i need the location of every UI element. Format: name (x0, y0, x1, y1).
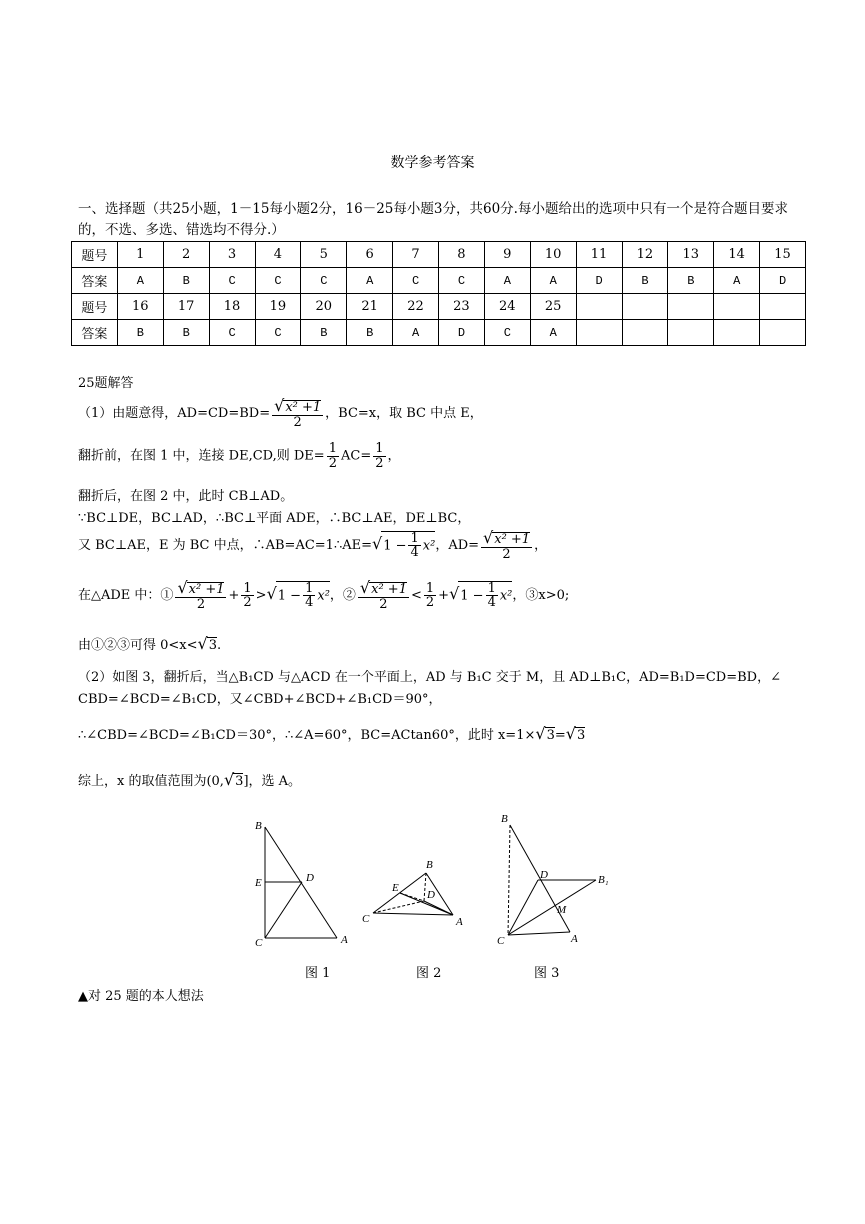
text: （1）由题意得，AD=CD=BD= (78, 406, 271, 422)
sqrt-expr: 3 (546, 728, 555, 743)
table-cell: B (117, 320, 163, 346)
fraction: $\frac{\text{√x² +1}}{2}$ (483, 528, 531, 562)
fig3-point-C: C (497, 935, 505, 947)
fraction (373, 442, 385, 470)
fig2-point-B: B (426, 859, 433, 871)
table-cell: 9 (484, 242, 530, 268)
numerator: 1 (375, 441, 384, 456)
solution-line-1 (78, 398, 483, 429)
sqrt-expr: x² +1 (285, 400, 322, 415)
table-cell: A (714, 268, 760, 294)
row-label: 答案 (72, 320, 118, 346)
text: x² (422, 538, 436, 554)
text: 由①②③可得 0<x< (78, 638, 198, 653)
table-cell: C (393, 268, 439, 294)
fig1-point-C: C (255, 937, 263, 949)
table-cell: 20 (301, 294, 347, 320)
text: ，② (329, 588, 356, 604)
table-cell: C (301, 268, 347, 294)
denominator: 2 (375, 455, 384, 471)
fig1-point-B: B (255, 820, 262, 832)
solution-line-8 (78, 667, 798, 711)
text: ， (534, 538, 548, 554)
denominator: 2 (379, 596, 388, 612)
figure-1 (254, 820, 348, 949)
table-cell: D (760, 268, 806, 294)
fig3-line-CD (508, 880, 538, 935)
numerator: 1 (243, 580, 252, 596)
footer-note: ▲对 25 题的本人想法 (78, 989, 204, 1004)
numerator: 1 (487, 580, 496, 596)
page-title: 数学参考答案 (390, 155, 475, 171)
table-cell: A (530, 268, 576, 294)
figure-3-caption: 图 3 (534, 966, 560, 981)
denominator: 2 (243, 595, 252, 611)
table-cell: C (439, 268, 485, 294)
text: + (438, 588, 450, 604)
fraction (424, 582, 436, 610)
text: x² (317, 588, 330, 604)
text: x² (499, 588, 513, 604)
figure-3 (497, 813, 609, 947)
table-cell: 14 (714, 242, 760, 268)
table-cell: B (301, 320, 347, 346)
table-cell (714, 320, 760, 346)
text: 1 − (460, 588, 484, 604)
table-cell: A (393, 320, 439, 346)
fig3-point-B: B (501, 813, 508, 825)
text: ，BC=x，取 BC 中点 E， (325, 406, 483, 422)
text: 在△ADE 中：① (78, 588, 174, 604)
text: ，③x>0; (512, 588, 570, 604)
numerator: 1 (425, 580, 435, 596)
table-cell: 21 (347, 294, 393, 320)
fig3-line-CB1 (508, 880, 596, 935)
text: = (554, 728, 566, 743)
text: ，AD= (435, 538, 480, 554)
fig3-point-A: A (571, 933, 578, 945)
fig1-point-D: D (306, 872, 314, 884)
denominator: 2 (502, 546, 511, 562)
table-cell: B (622, 268, 668, 294)
figure-1-caption: 图 1 (305, 966, 331, 981)
fig1-point-A: A (341, 934, 348, 946)
fig1-point-E: E (255, 877, 262, 889)
table-cell: 2 (163, 242, 209, 268)
table-row (72, 294, 806, 320)
table-cell (576, 294, 622, 320)
fig1-line-CD (265, 882, 302, 938)
fig3-line-BC (508, 825, 510, 935)
denominator: 2 (293, 414, 302, 430)
fraction: $\frac{\text{√x² +1}}{2}$ (177, 578, 225, 612)
fig3-point-B1: B₁ (598, 874, 609, 886)
sqrt-expr (381, 531, 435, 560)
table-cell: 6 (347, 242, 393, 268)
table-cell: 13 (668, 242, 714, 268)
fig2-point-E: E (392, 882, 399, 894)
table-cell: 3 (209, 242, 255, 268)
denominator: 4 (305, 595, 314, 611)
table-cell (760, 294, 806, 320)
table-cell: A (530, 320, 576, 346)
fig3-point-M: M (557, 904, 567, 916)
sqrt-expr: x² +1 (371, 582, 407, 597)
table-cell (576, 320, 622, 346)
numerator: 1 (305, 580, 314, 596)
table-row (72, 268, 806, 294)
figures-svg (240, 805, 620, 955)
fig3-point-D: D (540, 869, 548, 881)
section-intro: 一、选择题（共25小题，1－15每小题2分，16－25每小题3分，共60分.每小题给出的选项中只有一个是符合题目要求的，不选、多选、错选均不得分.） (78, 201, 788, 238)
solution-line-7: 由①②③可得 0<x<√3. (78, 634, 222, 653)
table-cell: 17 (163, 294, 209, 320)
table-row (72, 320, 806, 346)
solution-line-10: ∴∠CBD=∠BCD=∠B₁CD＝30°，∴∠A=60°，BC=ACtan60°，此时 x=1×√3=√3 (78, 724, 586, 743)
numerator: 1 (328, 441, 337, 456)
table-cell: D (576, 268, 622, 294)
table-cell: 11 (576, 242, 622, 268)
fig3-line-CA (508, 932, 570, 935)
text: < (410, 588, 422, 604)
table-cell: A (117, 268, 163, 294)
solution-line-6: 在△ADE 中：① $\frac{\text{√x² +1}}{2}$ + $\frac{1}{2}$ >√1 − $\frac{1}{4}$ x²，② $\frac{\text{√x² +1}}{2}$ < $\frac{1}{2}$ +√1 − $\frac{1}{4}$ x²，③x>0; (78, 578, 570, 612)
denominator: 2 (328, 455, 337, 471)
fig2-line-BD (424, 873, 426, 901)
text: > (255, 588, 267, 604)
text: 综上，x 的取值范围为(0, (78, 774, 224, 789)
table-cell: 16 (117, 294, 163, 320)
fraction: $\frac{\text{√x² +1}}{2}$ (359, 578, 407, 612)
text: 翻折前，在图 1 中，连接 DE,CD,则 DE= (78, 448, 325, 464)
table-cell: 12 (622, 242, 668, 268)
text: . (217, 638, 222, 653)
text: ∴∠CBD=∠BCD=∠B₁CD＝30°，∴∠A=60°，BC=ACtan60°，此时 x=1× (78, 728, 536, 743)
fraction (327, 442, 339, 470)
sqrt-expr: 3 (576, 728, 586, 743)
denominator: 2 (425, 595, 435, 611)
text: ， (387, 448, 401, 464)
text: 又 BC⊥AE，E 为 BC 中点，∴AB=AC=1∴AE= (78, 538, 372, 554)
table-cell: C (209, 320, 255, 346)
fig2-point-A: A (456, 916, 463, 928)
solution-line-11: 综上，x 的取值范围为(0,√3]，选 A。 (78, 770, 302, 789)
fraction (241, 582, 253, 610)
text: + (228, 588, 240, 604)
table-cell: 8 (439, 242, 485, 268)
table-cell: A (484, 268, 530, 294)
text: 1 − (277, 588, 302, 604)
table-cell: 18 (209, 294, 255, 320)
table-cell: A (347, 268, 393, 294)
table-cell: 10 (530, 242, 576, 268)
fig2-line-CA (373, 913, 453, 915)
text: （2）如图 3，翻折后，当△B₁CD 与△ACD 在一个平面上，AD 与 B₁C 交于 M，且 AD⊥B₁C，AD=B₁D=CD=BD，∠ (78, 670, 781, 685)
numerator: 1 (410, 530, 419, 546)
table-cell: 25 (530, 294, 576, 320)
row-label: 题号 (72, 294, 118, 320)
table-cell (668, 320, 714, 346)
table-cell: 23 (439, 294, 485, 320)
sqrt-expr: 3 (208, 638, 218, 653)
table-cell: C (209, 268, 255, 294)
answer-table (71, 241, 806, 346)
table-cell: B (163, 268, 209, 294)
solution-heading: 25题解答 (78, 376, 134, 391)
text: ]，选 A。 (243, 774, 302, 789)
table-cell: B (668, 268, 714, 294)
denominator: 4 (487, 595, 496, 611)
sqrt-expr (276, 581, 330, 610)
table-cell: 1 (117, 242, 163, 268)
solution-line-3: 翻折后，在图 2 中，此时 CB⊥AD。 (78, 489, 294, 504)
table-cell: 22 (393, 294, 439, 320)
figure-2 (362, 859, 463, 928)
table-cell (760, 320, 806, 346)
table-row (72, 242, 806, 268)
table-cell: 15 (760, 242, 806, 268)
sqrt-expr: x² +1 (188, 582, 225, 597)
table-cell: C (255, 268, 301, 294)
text: CBD=∠BCD=∠B₁CD，又∠CBD+∠BCD+∠B₁CD＝90°， (78, 692, 442, 707)
table-cell (622, 320, 668, 346)
denominator: 4 (410, 545, 419, 561)
table-cell: C (255, 320, 301, 346)
table-cell: 5 (301, 242, 347, 268)
fraction: $\frac{\text{√x² +1}}{2}$ (274, 396, 322, 430)
denominator: 2 (196, 596, 206, 612)
table-cell: C (484, 320, 530, 346)
table-cell: 7 (393, 242, 439, 268)
text: AC= (340, 448, 372, 464)
table-cell: B (347, 320, 393, 346)
sqrt-expr (458, 581, 512, 610)
solution-line-2 (78, 442, 401, 470)
solution-line-4: ∵BC⊥DE，BC⊥AD，∴BC⊥平面 ADE，∴BC⊥AE，DE⊥BC， (78, 511, 471, 526)
row-label: 答案 (72, 268, 118, 294)
solution-line-5: 又 BC⊥AE，E 为 BC 中点，∴AB=AC=1∴AE=√1 − $\frac{1}{4}$ x²，AD= $\frac{\text{√x² +1}}{2}$ ， (78, 528, 548, 562)
table-cell (714, 294, 760, 320)
sqrt-expr: 3 (235, 774, 244, 789)
fig2-point-C: C (362, 913, 370, 925)
table-cell: D (439, 320, 485, 346)
table-cell: 24 (484, 294, 530, 320)
sqrt-expr: x² +1 (494, 532, 531, 547)
table-cell (622, 294, 668, 320)
table-cell (668, 294, 714, 320)
row-label: 题号 (72, 242, 118, 268)
fig2-point-D: D (427, 889, 435, 901)
table-cell: 4 (255, 242, 301, 268)
text: 1 − (383, 538, 407, 554)
table-cell: 19 (255, 294, 301, 320)
table-cell: B (163, 320, 209, 346)
figure-2-caption: 图 2 (416, 966, 442, 981)
